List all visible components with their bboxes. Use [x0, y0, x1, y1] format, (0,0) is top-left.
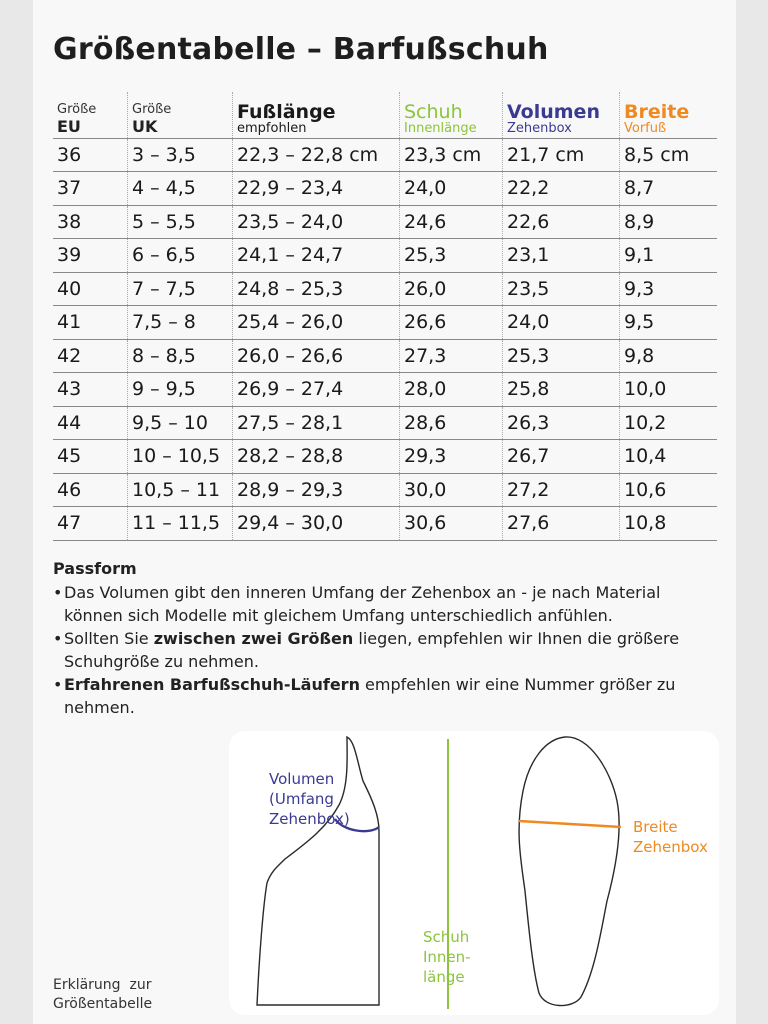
cell-foot-length: 28,9 – 29,3	[233, 473, 400, 507]
cell-foot-length: 24,1 – 24,7	[233, 239, 400, 273]
cell-volume: 22,2	[503, 172, 620, 206]
fit-note-segment: Sollten Sie	[64, 629, 154, 648]
cell-width: 10,8	[620, 507, 718, 541]
fit-notes-title: Passform	[53, 559, 137, 578]
cell-width: 8,7	[620, 172, 718, 206]
cell-width: 10,0	[620, 373, 718, 407]
fit-note-segment: empfehlen wir eine Nummer größer zu nehmen.	[64, 675, 676, 717]
table-row	[53, 339, 717, 373]
header-volume-sub: Zehenbox	[507, 120, 572, 136]
cell-shoe-length: 26,0	[400, 272, 503, 306]
fit-note-segment: liegen, empfehlen wir Ihnen die größere Schuhgröße zu nehmen.	[64, 629, 680, 671]
cell-eu: 45	[57, 445, 82, 468]
width-label: Breite Zehenbox	[633, 818, 708, 856]
cell-volume: 26,7	[503, 440, 620, 474]
cell-volume: 27,6	[503, 507, 620, 541]
bullet-icon: •	[53, 583, 63, 602]
cell-volume: 25,8	[503, 373, 620, 407]
table-row	[53, 239, 717, 273]
cell-volume: 26,3	[503, 406, 620, 440]
fit-note-segment: Das Volumen gibt den inneren Umfang der Zehenbox an - je nach Material können sich Modelle mit gleichem Umfang unterschiedlich anfühlen.	[64, 583, 661, 625]
cell-shoe-length: 26,6	[400, 306, 503, 340]
header-uk-top: Größe	[132, 101, 172, 117]
cell-uk: 5 – 5,5	[128, 205, 233, 239]
table-row	[53, 205, 717, 239]
cell-uk: 4 – 4,5	[128, 172, 233, 206]
cell-width: 8,9	[620, 205, 718, 239]
cell-foot-length: 23,5 – 24,0	[233, 205, 400, 239]
cell-foot-length: 28,2 – 28,8	[233, 440, 400, 474]
cell-foot-length: 22,3 – 22,8 cm	[233, 138, 400, 172]
cell-eu: 46	[57, 478, 82, 501]
header-shoe-length	[400, 92, 503, 138]
cell-eu: 42	[57, 344, 82, 367]
cell-eu: 38	[57, 210, 82, 233]
table-row	[53, 507, 717, 541]
fit-notes-list	[53, 581, 723, 719]
cell-volume: 23,5	[503, 272, 620, 306]
diagram-caption: Erklärung zur Größentabelle	[53, 977, 153, 1012]
header-width	[620, 92, 718, 138]
cell-shoe-length: 27,3	[400, 339, 503, 373]
cell-uk: 7,5 – 8	[128, 306, 233, 340]
cell-eu: 37	[57, 177, 82, 200]
cell-uk: 8 – 8,5	[128, 339, 233, 373]
cell-width: 9,1	[620, 239, 718, 273]
fit-note-text	[64, 673, 723, 719]
fit-notes	[53, 557, 723, 719]
table-row	[53, 473, 717, 507]
table-row	[53, 172, 717, 206]
table-row	[53, 138, 717, 172]
header-width-main: Breite	[624, 100, 690, 123]
cell-uk: 10,5 – 11	[128, 473, 233, 507]
cell-uk: 9,5 – 10	[128, 406, 233, 440]
cell-volume: 24,0	[503, 306, 620, 340]
cell-foot-length: 25,4 – 26,0	[233, 306, 400, 340]
cell-width: 8,5 cm	[620, 138, 718, 172]
cell-shoe-length: 30,0	[400, 473, 503, 507]
shoe-length-label: Schuh Innen- länge	[423, 928, 471, 986]
cell-eu: 39	[57, 244, 82, 267]
cell-foot-length: 26,0 – 26,6	[233, 339, 400, 373]
table-row	[53, 440, 717, 474]
table-row	[53, 272, 717, 306]
fit-note-text	[64, 581, 723, 627]
header-shoe-length-main: Schuh	[404, 100, 463, 123]
cell-shoe-length: 28,0	[400, 373, 503, 407]
volume-label: Volumen (Umfang Zehenbox)	[269, 770, 350, 828]
cell-width: 10,2	[620, 406, 718, 440]
fit-note-item	[53, 673, 723, 719]
cell-uk: 10 – 10,5	[128, 440, 233, 474]
fit-note-emphasis: zwischen zwei Größen	[153, 629, 354, 648]
table-body	[53, 138, 717, 540]
cell-foot-length: 22,9 – 23,4	[233, 172, 400, 206]
header-width-sub: Vorfuß	[624, 120, 667, 136]
header-foot-length	[233, 92, 400, 138]
bullet-icon: •	[53, 675, 63, 694]
table-row	[53, 373, 717, 407]
cell-eu: 36	[57, 143, 82, 166]
cell-shoe-length: 30,6	[400, 507, 503, 541]
fit-note-item	[53, 581, 723, 627]
size-chart-sheet	[33, 0, 736, 1024]
cell-eu: 43	[57, 378, 82, 401]
bullet-icon: •	[53, 629, 63, 648]
explanation-diagram	[229, 731, 719, 1015]
width-line	[519, 821, 621, 827]
cell-uk: 6 – 6,5	[128, 239, 233, 273]
cell-eu: 44	[57, 411, 82, 434]
cell-volume: 25,3	[503, 339, 620, 373]
cell-eu: 47	[57, 512, 82, 535]
header-volume-main: Volumen	[507, 100, 600, 123]
cell-volume: 21,7 cm	[503, 138, 620, 172]
cell-shoe-length: 24,6	[400, 205, 503, 239]
header-uk-bottom: UK	[132, 116, 158, 136]
cell-foot-length: 24,8 – 25,3	[233, 272, 400, 306]
cell-width: 9,5	[620, 306, 718, 340]
cell-width: 10,6	[620, 473, 718, 507]
table-row	[53, 406, 717, 440]
cell-foot-length: 26,9 – 27,4	[233, 373, 400, 407]
fit-note-text	[64, 627, 723, 673]
cell-uk: 7 – 7,5	[128, 272, 233, 306]
cell-foot-length: 29,4 – 30,0	[233, 507, 400, 541]
cell-foot-length: 27,5 – 28,1	[233, 406, 400, 440]
cell-shoe-length: 25,3	[400, 239, 503, 273]
cell-eu: 40	[57, 277, 82, 300]
header-eu	[53, 92, 128, 138]
cell-width: 9,3	[620, 272, 718, 306]
cell-uk: 11 – 11,5	[128, 507, 233, 541]
fit-note-emphasis: Erfahrenen Barfußschuh-Läufern	[64, 675, 360, 694]
page-title: Größentabelle – Barfußschuh	[53, 32, 549, 67]
cell-volume: 23,1	[503, 239, 620, 273]
table-header-row	[53, 92, 717, 138]
cell-uk: 9 – 9,5	[128, 373, 233, 407]
table-row	[53, 306, 717, 340]
header-uk	[128, 92, 233, 138]
cell-shoe-length: 23,3 cm	[400, 138, 503, 172]
header-eu-bottom: EU	[57, 116, 81, 136]
cell-width: 9,8	[620, 339, 718, 373]
cell-volume: 27,2	[503, 473, 620, 507]
size-table	[53, 92, 717, 541]
cell-shoe-length: 28,6	[400, 406, 503, 440]
header-eu-top: Größe	[57, 101, 97, 117]
cell-width: 10,4	[620, 440, 718, 474]
header-foot-length-sub: empfohlen	[237, 120, 307, 136]
cell-uk: 3 – 3,5	[128, 138, 233, 172]
cell-eu: 41	[57, 311, 82, 334]
header-foot-length-main: Fußlänge	[237, 100, 336, 123]
sole-outline	[519, 737, 619, 1006]
header-volume	[503, 92, 620, 138]
cell-shoe-length: 29,3	[400, 440, 503, 474]
header-shoe-length-sub: Innenlänge	[404, 120, 477, 136]
cell-volume: 22,6	[503, 205, 620, 239]
cell-shoe-length: 24,0	[400, 172, 503, 206]
fit-note-item	[53, 627, 723, 673]
